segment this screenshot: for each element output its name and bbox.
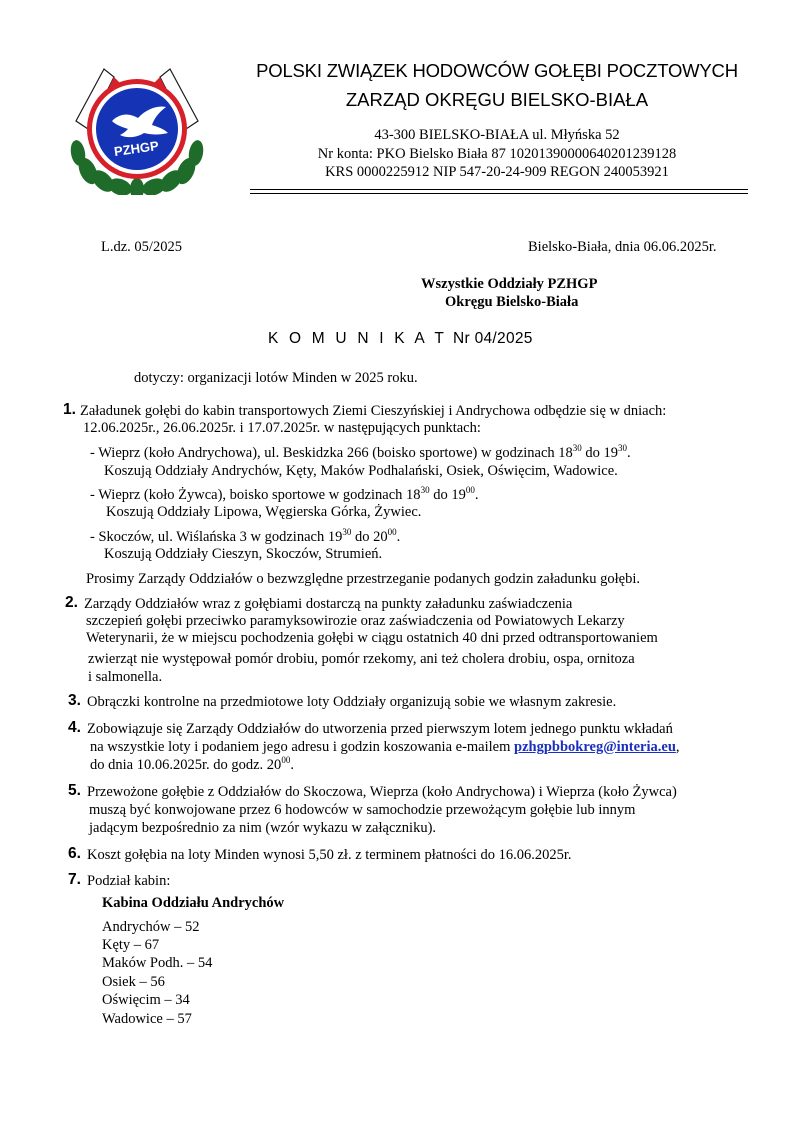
org-subtitle: ZARZĄD OKRĘGU BIELSKO-BIAŁA — [345, 89, 649, 110]
item-1-note: Prosimy Zarządy Oddziałów o bezwzględne przestrzeganie podanych godzin załadunku gołębi. — [86, 571, 641, 587]
item-4-text: do dnia 10.06.2025r. do godz. 20 — [90, 757, 282, 773]
item-number-5: 5. — [68, 782, 81, 799]
point-text: do 19 — [581, 445, 619, 461]
org-account: Nr konta: PKO Bielsko Biała 87 10201390000640201239128 — [317, 146, 677, 162]
point-wieprz-zywiec-branches: Koszują Oddziały Lipowa, Węgierska Górka, Żywiec. — [106, 504, 422, 520]
item-2-line-4: zwierząt nie występował pomór drobiu, pomór rzekomy, ani też cholera drobiu, ospa, ornitoza — [88, 651, 635, 667]
time-minutes: 30 — [618, 443, 628, 453]
item-number-7: 7. — [68, 871, 81, 888]
item-4-text: . — [290, 757, 294, 773]
item-number-2: 2. — [65, 594, 78, 611]
item-number-6: 6. — [68, 845, 81, 862]
recipient-line-2: Okręgu Bielsko-Biała — [445, 294, 579, 310]
recipient-line-1: Wszystkie Oddziały PZHGP — [421, 276, 598, 292]
title-label: K O M U N I K A T — [268, 330, 448, 347]
point-text: do 19 — [429, 487, 466, 503]
item-4-line-1: Zobowiązuje się Zarządy Oddziałów do utworzenia przed pierwszym lotem jednego punktu wkładań — [87, 721, 673, 737]
time-minutes: 30 — [572, 443, 582, 453]
item-4-text: , — [675, 739, 680, 755]
item-5-line-3: jadącym bezpośrednio za nim (wzór wykazu w załączniku). — [89, 820, 437, 836]
time-minutes: 00 — [465, 485, 475, 495]
header-divider-2 — [250, 193, 748, 194]
item-2-line-1: Zarządy Oddziałów wraz z gołębiami dostarczą na punkty załadunku zaświadczenia — [84, 596, 573, 612]
time-minutes: 00 — [387, 527, 397, 537]
time-minutes: 30 — [342, 527, 352, 537]
header-divider — [250, 189, 748, 190]
point-skoczow — [90, 529, 400, 546]
reference-number: L.dz. 05/2025 — [101, 239, 182, 255]
subject-line: dotyczy: organizacji lotów Minden w 2025 roku. — [134, 370, 418, 386]
item-1-line-1: Załadunek gołębi do kabin transportowych Ziemi Cieszyńskiej i Andrychowa odbędzie się w dniach: — [80, 403, 667, 419]
cabin-row: Andrychów – 52 — [102, 919, 200, 935]
item-2-line-5: i salmonella. — [88, 669, 163, 685]
item-1-line-2: 12.06.2025r., 26.06.2025r. i 17.07.2025r. w następujących punktach: — [83, 420, 481, 436]
point-text: . — [474, 487, 479, 503]
title-number: Nr 04/2025 — [453, 330, 533, 347]
item-5-line-2: muszą być konwojowane przez 6 hodowców w samochodzie przewożącym gołębie lub innym — [89, 802, 636, 818]
cabin-row: Oświęcim – 34 — [102, 992, 190, 1008]
org-address: 43-300 BIELSKO-BIAŁA ul. Młyńska 52 — [374, 127, 620, 143]
cabin-row: Osiek – 56 — [102, 974, 165, 990]
point-skoczow-branches: Koszują Oddziały Cieszyn, Skoczów, Strumień. — [104, 546, 383, 562]
point-text: . — [627, 445, 631, 461]
cabin-heading: Kabina Oddziału Andrychów — [102, 895, 285, 911]
org-registry: KRS 0000225912 NIP 547-20-24-909 REGON 240053921 — [325, 164, 669, 180]
pzhgp-logo — [68, 63, 206, 195]
point-wieprz-andrychow-branches: Koszują Oddziały Andrychów, Kęty, Maków Podhalański, Osiek, Oświęcim, Wadowice. — [104, 463, 618, 479]
point-text: - Wieprz (koło Żywca), boisko sportowe w godzinach 18 — [90, 487, 421, 503]
email-link[interactable]: pzhgpbbokreg@interia.eu — [514, 739, 676, 755]
logo-text: PZHGP — [113, 137, 160, 160]
document-title — [268, 330, 533, 348]
cabin-row: Wadowice – 57 — [102, 1011, 192, 1027]
item-number-1: 1. — [63, 401, 76, 418]
item-number-3: 3. — [68, 692, 81, 709]
point-text: - Wieprz (koło Andrychowa), ul. Beskidzka 266 (boisko sportowe) w godzinach 18 — [90, 445, 573, 461]
point-text: . — [396, 529, 401, 545]
item-2-line-3: Weterynarii, że w miejscu pochodzenia gołębi w ciągu ostatnich 40 dni przed odtransportowaniem — [86, 630, 658, 646]
item-5-line-1: Przewożone gołębie z Oddziałów do Skoczowa, Wieprza (koło Andrychowa) i Wieprza (koło Żywca) — [87, 784, 677, 800]
org-name: POLSKI ZWIĄZEK HODOWCÓW GOŁĘBI POCZTOWYCH — [256, 60, 738, 81]
document-date: Bielsko-Biała, dnia 06.06.2025r. — [528, 239, 717, 255]
cabin-row: Maków Podh. – 54 — [102, 955, 213, 971]
item-4-text: na wszystkie loty i podaniem jego adresu i godzin koszowania e-mailem — [90, 739, 515, 755]
point-text: - Skoczów, ul. Wiślańska 3 w godzinach 19 — [90, 529, 343, 545]
item-2-line-2: szczepień gołębi przeciwko paramyksowirozie oraz zaświadczenia od Powiatowych Lekarzy — [86, 613, 625, 629]
time-minutes: 30 — [420, 485, 430, 495]
point-text: do 20 — [351, 529, 388, 545]
item-3-line-1: Obrączki kontrolne na przedmiotowe loty Oddziały organizują sobie we własnym zakresie. — [87, 694, 617, 710]
item-4-line-3 — [90, 757, 294, 774]
point-wieprz-andrychow — [90, 445, 631, 462]
time-minutes: 00 — [281, 755, 291, 765]
item-4-line-2 — [90, 739, 680, 756]
point-wieprz-zywiec — [90, 487, 478, 504]
item-6-line-1: Koszt gołębia na loty Minden wynosi 5,50 zł. z terminem płatności do 16.06.2025r. — [87, 847, 572, 863]
cabin-row: Kęty – 67 — [102, 937, 160, 953]
item-7-line-1: Podział kabin: — [87, 873, 171, 889]
item-number-4: 4. — [68, 719, 81, 736]
